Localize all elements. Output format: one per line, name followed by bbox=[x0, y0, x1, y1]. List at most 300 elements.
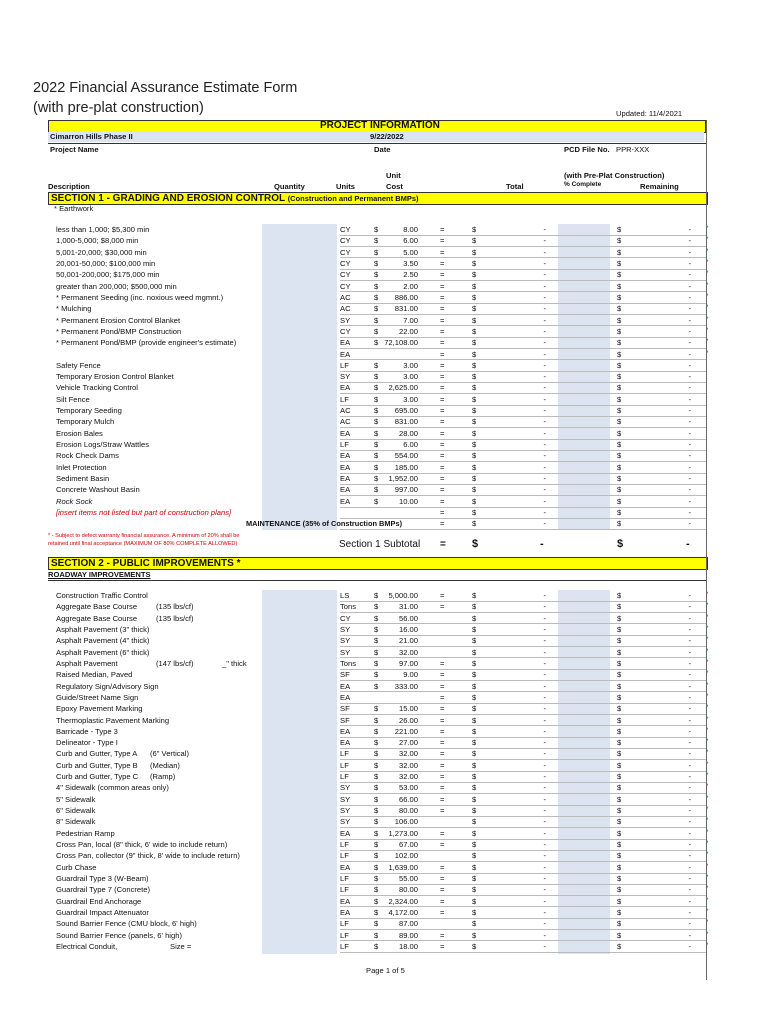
line-total: - bbox=[543, 417, 546, 427]
warranty-marker: * bbox=[706, 316, 709, 323]
remaining-dollar: $ bbox=[617, 247, 622, 257]
unit-cost: 1,639.00 bbox=[388, 862, 418, 872]
item-description: Delineator - Type I bbox=[56, 738, 118, 748]
item-description: 8" Sidewalk bbox=[56, 817, 96, 827]
item-description: Asphalt Pavement (4" thick) bbox=[56, 636, 150, 646]
item-units: SY bbox=[340, 794, 351, 804]
line-total: - bbox=[543, 885, 546, 895]
warranty-marker: * bbox=[706, 897, 709, 904]
line-total: - bbox=[543, 496, 546, 506]
updated-date: Updated: 11/4/2021 bbox=[616, 109, 683, 118]
unit-cost: 32.00 bbox=[398, 749, 418, 759]
line-total: - bbox=[543, 726, 546, 736]
equals-sign: = bbox=[440, 440, 445, 450]
unit-cost-dollar: $ bbox=[374, 704, 379, 714]
line-total: - bbox=[543, 406, 546, 416]
line-remaining: - bbox=[688, 474, 691, 484]
line-remaining: - bbox=[688, 225, 691, 234]
item-units: EA bbox=[340, 349, 351, 359]
item-description: greater than 200,000; $500,000 min bbox=[56, 281, 177, 291]
total-dollar: $ bbox=[472, 772, 477, 782]
unit-cost: 26.00 bbox=[398, 715, 418, 725]
table-row bbox=[0, 930, 770, 941]
remaining-dollar: $ bbox=[617, 485, 622, 495]
section1-header bbox=[48, 192, 708, 205]
equals-sign: = bbox=[440, 315, 445, 325]
line-total: - bbox=[543, 258, 546, 268]
remaining-dollar: $ bbox=[617, 772, 622, 782]
total-dollar: $ bbox=[472, 624, 477, 634]
item-description: 5" Sidewalk bbox=[56, 794, 96, 804]
table-row bbox=[0, 896, 770, 907]
warranty-marker: * bbox=[706, 875, 709, 881]
unit-cost-dollar: $ bbox=[374, 451, 379, 461]
warranty-marker: * bbox=[706, 603, 709, 610]
item-units: LF bbox=[340, 930, 349, 940]
remaining-dollar: $ bbox=[617, 270, 622, 280]
unit-cost-dollar: $ bbox=[374, 726, 379, 736]
item-units: LF bbox=[340, 851, 349, 861]
line-total: - bbox=[543, 372, 546, 382]
item-description: Guardrail Type 3 (W-Beam) bbox=[56, 874, 149, 883]
item-units: EA bbox=[340, 428, 351, 438]
line-remaining: - bbox=[688, 896, 691, 906]
unit-cost-dollar: $ bbox=[374, 907, 379, 917]
line-remaining: - bbox=[688, 840, 691, 850]
item-spec: (6" Vertical) bbox=[150, 749, 189, 759]
section1-subtotal-remaining: - bbox=[686, 538, 690, 550]
page-number: Page 1 of 5 bbox=[366, 966, 405, 975]
total-dollar: $ bbox=[472, 613, 477, 623]
item-description: 20,001-50,000; $100,000 min bbox=[56, 258, 156, 268]
total-dollar: $ bbox=[472, 715, 477, 725]
col-unit-line1: Unit bbox=[386, 171, 401, 180]
item-units: EA bbox=[340, 451, 351, 461]
item-description: Temporary Seeding bbox=[56, 406, 122, 416]
total-dollar: $ bbox=[472, 692, 477, 702]
line-remaining: - bbox=[688, 519, 691, 529]
remaining-dollar: $ bbox=[617, 624, 622, 634]
item-description: Sound Barrier Fence (panels, 6' high) bbox=[56, 930, 182, 940]
remaining-dollar: $ bbox=[617, 258, 622, 268]
unit-cost-dollar: $ bbox=[374, 485, 379, 495]
item-units: EA bbox=[340, 338, 351, 348]
total-dollar: $ bbox=[472, 930, 477, 940]
table-row bbox=[0, 428, 770, 439]
line-remaining: - bbox=[688, 326, 691, 336]
total-dollar: $ bbox=[472, 681, 477, 691]
equals-sign: = bbox=[440, 247, 445, 257]
remaining-dollar: $ bbox=[617, 658, 622, 668]
remaining-dollar: $ bbox=[617, 647, 622, 657]
table-row bbox=[0, 658, 770, 669]
equals-sign: = bbox=[440, 806, 445, 816]
equals-sign: = bbox=[440, 840, 445, 850]
remaining-dollar: $ bbox=[617, 428, 622, 438]
table-row bbox=[0, 518, 770, 529]
unit-cost-dollar: $ bbox=[374, 315, 379, 325]
line-remaining: - bbox=[688, 624, 691, 634]
item-description: Barricade - Type 3 bbox=[56, 726, 118, 736]
item-units: EA bbox=[340, 896, 351, 906]
line-total: - bbox=[543, 360, 546, 370]
warranty-marker: * bbox=[706, 592, 709, 598]
item-description: Rock Sock bbox=[56, 496, 93, 506]
item-description: Concrete Washout Basin bbox=[56, 485, 140, 495]
warranty-marker: * bbox=[706, 237, 709, 244]
line-total: - bbox=[543, 270, 546, 280]
col-description: Description bbox=[48, 182, 90, 191]
total-dollar: $ bbox=[472, 428, 477, 438]
item-units: LF bbox=[340, 941, 349, 951]
unit-cost: 102.00 bbox=[394, 851, 418, 861]
table-row bbox=[0, 507, 770, 518]
unit-cost-dollar: $ bbox=[374, 941, 379, 951]
equals-sign: = bbox=[440, 772, 445, 782]
remaining-dollar: $ bbox=[617, 806, 622, 816]
line-total: - bbox=[543, 704, 546, 714]
table-row bbox=[0, 613, 770, 624]
warranty-marker: * bbox=[706, 659, 709, 666]
item-units: EA bbox=[340, 726, 351, 736]
warranty-marker: * bbox=[706, 293, 709, 300]
line-remaining: - bbox=[688, 315, 691, 325]
line-remaining: - bbox=[688, 874, 691, 883]
remaining-dollar: $ bbox=[617, 508, 622, 517]
unit-cost-dollar: $ bbox=[374, 772, 379, 782]
item-units: SF bbox=[340, 704, 350, 714]
warranty-marker: * bbox=[706, 671, 709, 678]
remaining-dollar: $ bbox=[617, 941, 622, 951]
table-row bbox=[0, 771, 770, 782]
remaining-dollar: $ bbox=[617, 326, 622, 336]
warranty-marker: * bbox=[706, 716, 709, 723]
section1-subtotal-total: - bbox=[540, 538, 544, 550]
warranty-marker: * bbox=[706, 259, 709, 266]
table-row bbox=[0, 726, 770, 737]
total-dollar: $ bbox=[472, 636, 477, 646]
remaining-dollar: $ bbox=[617, 874, 622, 883]
line-total: - bbox=[543, 394, 546, 404]
line-total: - bbox=[543, 783, 546, 793]
form-subtitle: (with pre-plat construction) bbox=[33, 100, 204, 116]
remaining-dollar: $ bbox=[617, 417, 622, 427]
warranty-marker: * bbox=[706, 339, 709, 346]
col-units: Units bbox=[336, 182, 355, 191]
unit-cost: 32.00 bbox=[398, 760, 418, 770]
line-total: - bbox=[543, 338, 546, 348]
total-dollar: $ bbox=[472, 247, 477, 257]
equals-sign: = bbox=[440, 760, 445, 770]
unit-cost: 32.00 bbox=[398, 647, 418, 657]
unit-cost-dollar: $ bbox=[374, 919, 379, 929]
equals-sign: = bbox=[440, 428, 445, 438]
unit-cost: 72,108.00 bbox=[384, 338, 418, 348]
table-row bbox=[0, 782, 770, 793]
unit-cost: 21.00 bbox=[398, 636, 418, 646]
item-units: AC bbox=[340, 292, 351, 302]
table-row bbox=[0, 315, 770, 326]
item-units: SY bbox=[340, 315, 351, 325]
equals-sign: = bbox=[440, 292, 445, 302]
item-units: CY bbox=[340, 270, 351, 280]
equals-sign: = bbox=[440, 602, 445, 612]
table-row bbox=[0, 473, 770, 484]
line-total: - bbox=[543, 315, 546, 325]
remaining-dollar: $ bbox=[617, 236, 622, 246]
item-units: SF bbox=[340, 715, 350, 725]
remaining-dollar: $ bbox=[617, 315, 622, 325]
unit-cost-dollar: $ bbox=[374, 738, 379, 748]
table-row bbox=[0, 371, 770, 382]
item-units: SY bbox=[340, 647, 351, 657]
unit-cost: 66.00 bbox=[398, 794, 418, 804]
line-remaining: - bbox=[688, 806, 691, 816]
remaining-dollar: $ bbox=[617, 930, 622, 940]
form-title: 2022 Financial Assurance Estimate Form bbox=[33, 80, 298, 96]
item-description: Aggregate Base Course bbox=[56, 613, 138, 623]
line-total: - bbox=[543, 636, 546, 646]
total-dollar: $ bbox=[472, 738, 477, 748]
unit-cost: 27.00 bbox=[398, 738, 418, 748]
item-description: Sound Barrier Fence (CMU block, 6' high) bbox=[56, 919, 197, 929]
line-total: - bbox=[543, 658, 546, 668]
line-remaining: - bbox=[688, 440, 691, 450]
line-remaining: - bbox=[688, 428, 691, 438]
roadway-improvements-label: ROADWAY IMPROVEMENTS bbox=[48, 570, 151, 579]
line-total: - bbox=[543, 670, 546, 680]
unit-cost-dollar: $ bbox=[374, 862, 379, 872]
remaining-dollar: $ bbox=[617, 715, 622, 725]
table-row bbox=[0, 862, 770, 873]
remaining-dollar: $ bbox=[617, 602, 622, 612]
item-spec: (Median) bbox=[150, 760, 180, 770]
remaining-dollar: $ bbox=[617, 636, 622, 646]
item-units: LF bbox=[340, 749, 349, 759]
table-row bbox=[0, 394, 770, 405]
unit-cost: 3.50 bbox=[403, 258, 418, 268]
item-units: LF bbox=[340, 885, 349, 895]
table-row bbox=[0, 737, 770, 748]
equals-sign: = bbox=[440, 304, 445, 314]
item-units: EA bbox=[340, 692, 351, 702]
line-total: - bbox=[543, 519, 546, 529]
line-remaining: - bbox=[688, 292, 691, 302]
unit-cost: 2,324.00 bbox=[388, 896, 418, 906]
line-total: - bbox=[543, 738, 546, 748]
warranty-marker: * bbox=[706, 773, 709, 780]
unit-cost: 80.00 bbox=[398, 806, 418, 816]
item-spec: Size = bbox=[170, 941, 192, 951]
total-dollar: $ bbox=[472, 760, 477, 770]
total-dollar: $ bbox=[472, 851, 477, 861]
item-units: CY bbox=[340, 281, 351, 291]
line-total: - bbox=[543, 451, 546, 461]
equals-sign: = bbox=[440, 941, 445, 951]
unit-cost: 55.00 bbox=[398, 874, 418, 883]
unit-cost: 97.00 bbox=[398, 658, 418, 668]
unit-cost-dollar: $ bbox=[374, 281, 379, 291]
unit-cost-dollar: $ bbox=[374, 474, 379, 484]
total-dollar: $ bbox=[472, 783, 477, 793]
warranty-marker: * bbox=[706, 829, 709, 836]
line-remaining: - bbox=[688, 772, 691, 782]
table-row bbox=[0, 247, 770, 258]
total-dollar: $ bbox=[472, 326, 477, 336]
remaining-dollar: $ bbox=[617, 738, 622, 748]
item-description: Inlet Protection bbox=[56, 462, 107, 472]
unit-cost: 87.00 bbox=[398, 919, 418, 929]
table-row bbox=[0, 748, 770, 759]
item-units: CY bbox=[340, 236, 351, 246]
item-units: EA bbox=[340, 383, 351, 393]
unit-cost-dollar: $ bbox=[374, 372, 379, 382]
col-total: Total bbox=[506, 182, 524, 191]
line-total: - bbox=[543, 794, 546, 804]
unit-cost: 3.00 bbox=[403, 372, 418, 382]
unit-cost: 31.00 bbox=[398, 602, 418, 612]
remaining-dollar: $ bbox=[617, 360, 622, 370]
equals-sign: = bbox=[440, 874, 445, 883]
total-dollar: $ bbox=[472, 862, 477, 872]
warranty-marker: * bbox=[706, 818, 709, 825]
table-row bbox=[0, 281, 770, 292]
table-row bbox=[0, 450, 770, 461]
unit-cost: 6.00 bbox=[403, 440, 418, 450]
item-description: Thermoplastic Pavement Marking bbox=[56, 715, 170, 725]
line-remaining: - bbox=[688, 406, 691, 416]
unit-cost: 8.00 bbox=[403, 225, 418, 234]
warranty-marker: * bbox=[706, 226, 709, 232]
line-total: - bbox=[543, 440, 546, 450]
unit-cost-dollar: $ bbox=[374, 338, 379, 348]
table-row bbox=[0, 669, 770, 680]
line-total: - bbox=[543, 907, 546, 917]
table-row bbox=[0, 907, 770, 918]
table-row bbox=[0, 337, 770, 348]
line-total: - bbox=[543, 247, 546, 257]
line-remaining: - bbox=[688, 738, 691, 748]
equals-sign: = bbox=[440, 783, 445, 793]
unit-cost-dollar: $ bbox=[374, 658, 379, 668]
unit-cost: 221.00 bbox=[394, 726, 418, 736]
total-dollar: $ bbox=[472, 372, 477, 382]
total-dollar: $ bbox=[472, 704, 477, 714]
item-units: SY bbox=[340, 624, 351, 634]
total-dollar: $ bbox=[472, 874, 477, 883]
line-remaining: - bbox=[688, 602, 691, 612]
unit-cost-dollar: $ bbox=[374, 794, 379, 804]
line-total: - bbox=[543, 862, 546, 872]
date-value[interactable]: 9/22/2022 bbox=[370, 132, 404, 141]
equals-sign: = bbox=[440, 885, 445, 895]
total-dollar: $ bbox=[472, 338, 477, 348]
total-dollar: $ bbox=[472, 225, 477, 234]
remaining-dollar: $ bbox=[617, 383, 622, 393]
equals-sign: = bbox=[440, 270, 445, 280]
total-dollar: $ bbox=[472, 919, 477, 929]
item-description: Sediment Basin bbox=[56, 474, 110, 484]
total-dollar: $ bbox=[472, 496, 477, 506]
equals-sign: = bbox=[440, 692, 445, 702]
total-dollar: $ bbox=[472, 292, 477, 302]
unit-cost: 28.00 bbox=[398, 428, 418, 438]
line-remaining: - bbox=[688, 349, 691, 359]
item-description: Guardrail Impact Attenuator bbox=[56, 907, 149, 917]
line-remaining: - bbox=[688, 508, 691, 517]
line-remaining: - bbox=[688, 383, 691, 393]
item-units: LF bbox=[340, 360, 349, 370]
line-remaining: - bbox=[688, 704, 691, 714]
remaining-dollar: $ bbox=[617, 851, 622, 861]
unit-cost: 56.00 bbox=[398, 613, 418, 623]
table-row bbox=[0, 918, 770, 929]
item-description: Erosion Bales bbox=[56, 428, 103, 438]
item-description: * Permanent Pond/BMP (provide engineer's estimate) bbox=[56, 338, 237, 348]
unit-cost: 997.00 bbox=[394, 485, 418, 495]
line-remaining: - bbox=[688, 613, 691, 623]
line-total: - bbox=[543, 692, 546, 702]
equals-sign: = bbox=[440, 349, 445, 359]
pcd-file-value[interactable]: PPR-XXX bbox=[616, 145, 650, 154]
equals-sign: = bbox=[440, 394, 445, 404]
equals-sign: = bbox=[440, 794, 445, 804]
line-remaining: - bbox=[688, 930, 691, 940]
unit-cost-dollar: $ bbox=[374, 681, 379, 691]
warranty-marker: * bbox=[706, 682, 709, 689]
item-units: EA bbox=[340, 828, 351, 838]
total-dollar: $ bbox=[472, 885, 477, 895]
remaining-dollar: $ bbox=[617, 372, 622, 382]
equals-sign: = bbox=[440, 930, 445, 940]
line-total: - bbox=[543, 236, 546, 246]
line-total: - bbox=[543, 681, 546, 691]
item-description: 4" Sidewalk (common areas only) bbox=[56, 783, 169, 793]
warranty-marker: * bbox=[706, 841, 709, 848]
unit-cost-dollar: $ bbox=[374, 258, 379, 268]
table-row bbox=[0, 828, 770, 839]
total-dollar: $ bbox=[472, 828, 477, 838]
equals-sign: = bbox=[440, 591, 445, 600]
table-row bbox=[0, 303, 770, 314]
equals-sign: = bbox=[440, 681, 445, 691]
item-description: Pedestrian Ramp bbox=[56, 828, 115, 838]
total-dollar: $ bbox=[472, 349, 477, 359]
line-total: - bbox=[543, 383, 546, 393]
equals-sign: = bbox=[440, 383, 445, 393]
remaining-dollar: $ bbox=[617, 726, 622, 736]
table-row bbox=[0, 235, 770, 246]
equals-sign: = bbox=[440, 726, 445, 736]
unit-cost: 831.00 bbox=[394, 417, 418, 427]
item-units: AC bbox=[340, 417, 351, 427]
remaining-dollar: $ bbox=[617, 338, 622, 348]
warranty-marker: * bbox=[706, 637, 709, 644]
unit-cost: 4,172.00 bbox=[388, 907, 418, 917]
item-units: SY bbox=[340, 806, 351, 816]
item-description: 5,001-20,000; $30,000 min bbox=[56, 247, 147, 257]
line-remaining: - bbox=[688, 670, 691, 680]
item-units: CY bbox=[340, 613, 351, 623]
remaining-dollar: $ bbox=[617, 440, 622, 450]
item-units: SY bbox=[340, 817, 351, 827]
unit-cost: 89.00 bbox=[398, 930, 418, 940]
equals-sign: = bbox=[440, 658, 445, 668]
table-row bbox=[0, 349, 770, 360]
equals-sign: = bbox=[440, 417, 445, 427]
col-remaining: Remaining bbox=[640, 182, 679, 191]
item-units: CY bbox=[340, 247, 351, 257]
